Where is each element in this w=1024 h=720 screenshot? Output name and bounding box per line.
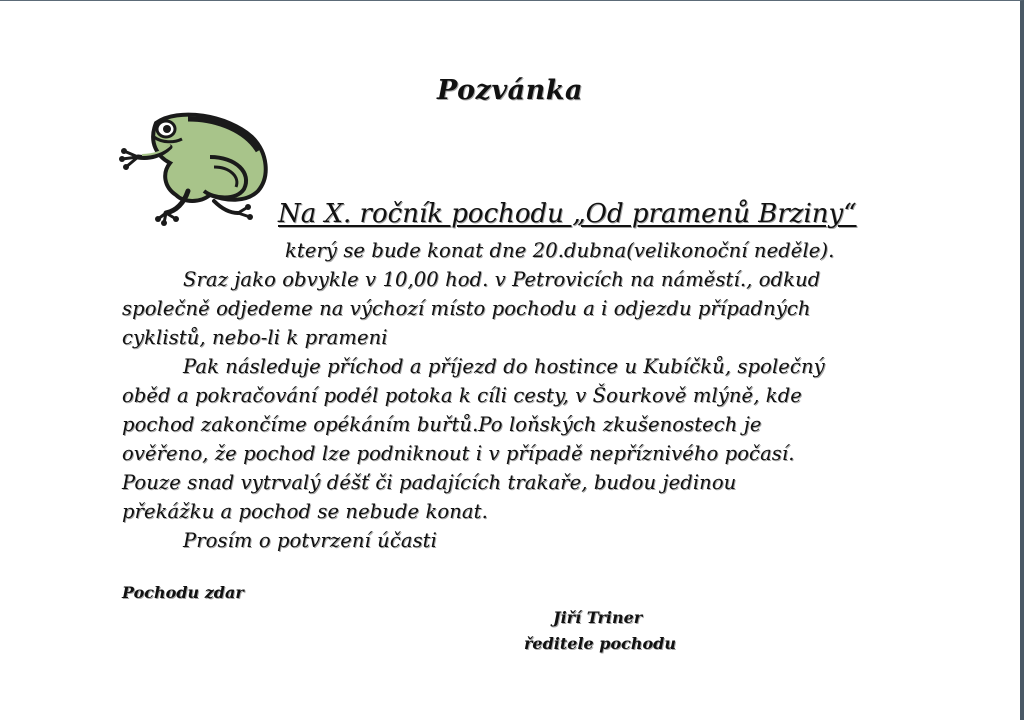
- body-line-6: oběd a pokračování podél potoka k cíli cesty, v Šourkově mlýně, kde: [122, 384, 802, 407]
- body-line-1: který se bude konat dne 20.dubna(velikonoční neděle).: [285, 239, 835, 262]
- body-line-11: Prosím o potvrzení účasti: [183, 529, 437, 552]
- page-title: Pozvánka: [437, 75, 583, 106]
- body-line-4: cyklistů, nebo-li k prameni: [122, 326, 388, 349]
- body-line-10: překážku a pochod se nebude konat.: [122, 500, 488, 523]
- body-line-7: pochod zakončíme opékáním buřtů.Po loňských zkušenostech je: [122, 413, 762, 436]
- body-line-8: ověřeno, že pochod lze podniknout i v případě nepříznivého počasí.: [122, 442, 795, 465]
- frog-icon: [118, 107, 276, 231]
- body-line-9: Pouze snad vytrvalý déšť či padajících trakaře, budou jedinou: [122, 471, 737, 494]
- signature-name: Jiří Triner: [553, 608, 643, 627]
- event-heading: Na X. ročník pochodu „Od pramenů Brziny“: [278, 199, 857, 229]
- closing-text: Pochodu zdar: [122, 583, 244, 602]
- body-line-2: Sraz jako obvykle v 10,00 hod. v Petrovicích na náměstí., odkud: [183, 268, 821, 291]
- signature-role: ředitele pochodu: [524, 634, 676, 653]
- body-line-5: Pak následuje příchod a příjezd do hostince u Kubíčků, společný: [183, 355, 825, 378]
- body-line-3: společně odjedeme na výchozí místo pochodu a i odjezdu případných: [122, 297, 811, 320]
